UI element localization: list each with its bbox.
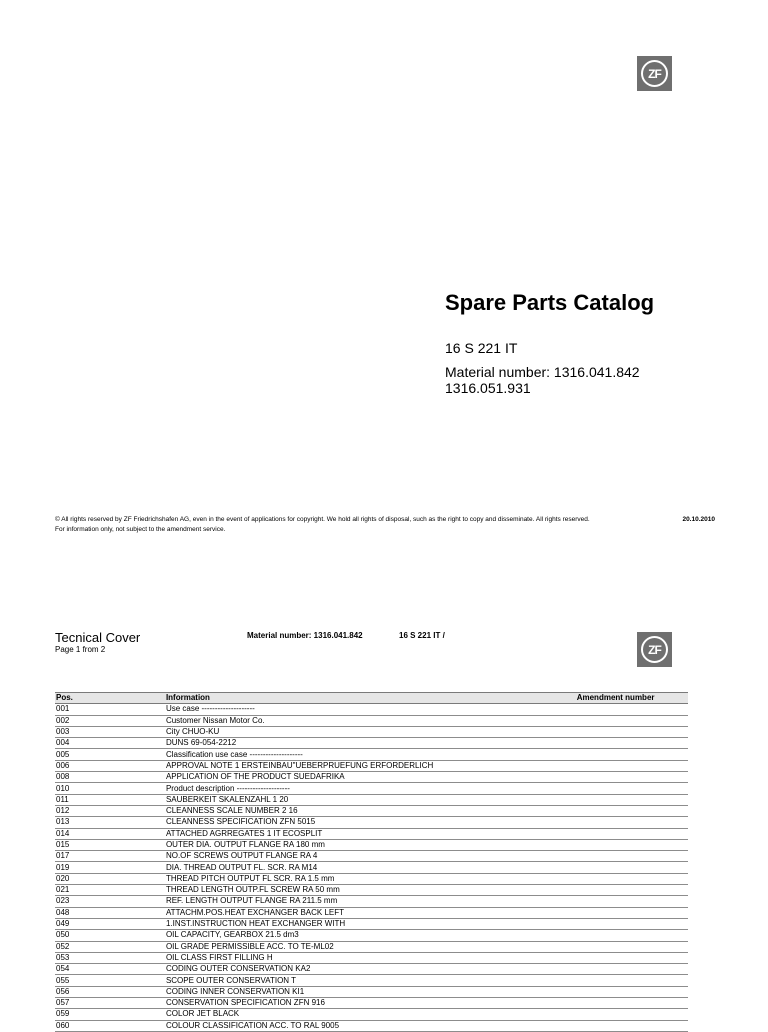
cell-information: CLEANNESS SPECIFICATION ZFN 5015 (165, 817, 576, 828)
table-header-row (55, 693, 688, 704)
zf-logo-top (637, 56, 672, 91)
cell-information: ATTACHED AGRREGATES 1 IT ECOSPLIT (165, 828, 576, 839)
table-row (55, 783, 688, 794)
header-amendment: Amendment number (576, 693, 688, 704)
cell-pos: 048 (55, 907, 165, 918)
cell-information: OIL CAPACITY, GEARBOX 21.5 dm3 (165, 930, 576, 941)
table-row (55, 941, 688, 952)
table-row (55, 1009, 688, 1020)
cell-information: OUTER DIA. OUTPUT FLANGE RA 180 mm (165, 839, 576, 850)
cell-pos: 055 (55, 975, 165, 986)
cell-amendment (576, 952, 688, 963)
cell-pos: 012 (55, 805, 165, 816)
page-indicator: Page 1 from 2 (55, 645, 106, 654)
cell-pos: 006 (55, 760, 165, 771)
table-body (55, 704, 688, 1032)
header-material-number: Material number: 1316.041.842 (247, 631, 363, 640)
cell-pos: 005 (55, 749, 165, 760)
cell-information: NO.OF SCREWS OUTPUT FLANGE RA 4 (165, 851, 576, 862)
material-number-block (445, 364, 640, 396)
cell-pos: 050 (55, 930, 165, 941)
cell-information: COLOR JET BLACK (165, 1009, 576, 1020)
table-row (55, 772, 688, 783)
cell-pos: 019 (55, 862, 165, 873)
cell-pos: 011 (55, 794, 165, 805)
cell-amendment (576, 918, 688, 929)
cell-amendment (576, 760, 688, 771)
cell-pos: 003 (55, 726, 165, 737)
table-row (55, 704, 688, 715)
cell-amendment (576, 749, 688, 760)
table-row (55, 907, 688, 918)
cell-amendment (576, 975, 688, 986)
cell-pos: 015 (55, 839, 165, 850)
cell-information: DUNS 69-054-2212 (165, 738, 576, 749)
cell-information: CODING INNER CONSERVATION KI1 (165, 986, 576, 997)
table-row (55, 975, 688, 986)
cell-information: Use case -------------------- (165, 704, 576, 715)
header-information: Information (165, 693, 576, 704)
cell-amendment (576, 738, 688, 749)
table-row (55, 885, 688, 896)
catalog-title: Spare Parts Catalog (445, 290, 655, 315)
table-row (55, 839, 688, 850)
cell-amendment (576, 964, 688, 975)
cell-amendment (576, 941, 688, 952)
cell-amendment (576, 930, 688, 941)
catalog-date: 20.10.2010 (682, 516, 715, 523)
cell-amendment (576, 805, 688, 816)
cell-pos: 017 (55, 851, 165, 862)
zf-logo-bottom (637, 632, 672, 667)
cell-amendment (576, 907, 688, 918)
cell-information: City CHUO-KU (165, 726, 576, 737)
table-row (55, 817, 688, 828)
cell-amendment (576, 839, 688, 850)
cell-amendment (576, 772, 688, 783)
cell-pos: 054 (55, 964, 165, 975)
cell-information: THREAD LENGTH OUTP.FL SCREW RA 50 mm (165, 885, 576, 896)
cell-amendment (576, 998, 688, 1009)
cell-amendment (576, 817, 688, 828)
table-row (55, 998, 688, 1009)
table-row (55, 851, 688, 862)
table-row (55, 749, 688, 760)
table-row (55, 918, 688, 929)
cell-information: ATTACHM.POS.HEAT EXCHANGER BACK LEFT (165, 907, 576, 918)
cell-pos: 021 (55, 885, 165, 896)
cell-pos: 020 (55, 873, 165, 884)
cell-information: CODING OUTER CONSERVATION KA2 (165, 964, 576, 975)
table-row (55, 873, 688, 884)
cell-amendment (576, 1020, 688, 1031)
cell-pos: 014 (55, 828, 165, 839)
table-row (55, 715, 688, 726)
cell-pos: 013 (55, 817, 165, 828)
cell-pos: 057 (55, 998, 165, 1009)
cell-amendment (576, 885, 688, 896)
cell-amendment (576, 794, 688, 805)
cell-information: Product description -------------------- (165, 783, 576, 794)
cell-pos: 060 (55, 1020, 165, 1031)
zf-logo-icon: ZF (641, 636, 668, 663)
cell-information: CLEANNESS SCALE NUMBER 2 16 (165, 805, 576, 816)
cell-information: Customer Nissan Motor Co. (165, 715, 576, 726)
cell-pos: 008 (55, 772, 165, 783)
copyright-line-1: © All rights reserved by ZF Friedrichshafen AG, even in the event of applications for copyright. We hold all rights of disposal, such as the right to copy and disseminate. All rights reserved. (55, 516, 590, 523)
header-product-type: 16 S 221 IT / (399, 631, 445, 640)
cell-amendment (576, 986, 688, 997)
cell-information: OIL GRADE PERMISSIBLE ACC. TO TE-ML02 (165, 941, 576, 952)
cell-pos: 059 (55, 1009, 165, 1020)
table-row (55, 862, 688, 873)
technical-info-table (55, 692, 688, 1032)
table-row (55, 828, 688, 839)
table-row (55, 930, 688, 941)
cell-pos: 049 (55, 918, 165, 929)
cell-amendment (576, 783, 688, 794)
table-row (55, 952, 688, 963)
material-number: Material number: 1316.041.842 (445, 364, 640, 380)
table-row (55, 794, 688, 805)
cell-information: OIL CLASS FIRST FILLING H (165, 952, 576, 963)
cell-information: DIA. THREAD OUTPUT FL. SCR. RA M14 (165, 862, 576, 873)
cell-information: CONSERVATION SPECIFICATION ZFN 916 (165, 998, 576, 1009)
table-row (55, 1020, 688, 1031)
cell-pos: 056 (55, 986, 165, 997)
cell-information: REF. LENGTH OUTPUT FLANGE RA 211.5 mm (165, 896, 576, 907)
cell-pos: 001 (55, 704, 165, 715)
cell-information: Classification use case -------------------- (165, 749, 576, 760)
cell-information: APPLICATION OF THE PRODUCT SUEDAFRIKA (165, 772, 576, 783)
table-row (55, 896, 688, 907)
table-row (55, 726, 688, 737)
cell-amendment (576, 1009, 688, 1020)
cell-pos: 052 (55, 941, 165, 952)
cell-amendment (576, 715, 688, 726)
product-type: 16 S 221 IT (445, 340, 518, 356)
table-row (55, 805, 688, 816)
cell-amendment (576, 862, 688, 873)
cell-pos: 004 (55, 738, 165, 749)
material-number-2: 1316.051.931 (445, 380, 531, 396)
cell-pos: 010 (55, 783, 165, 794)
cell-information: SAUBERKEIT SKALENZAHL 1 20 (165, 794, 576, 805)
cell-amendment (576, 704, 688, 715)
cell-information: COLOUR CLASSIFICATION ACC. TO RAL 9005 (165, 1020, 576, 1031)
cell-amendment (576, 828, 688, 839)
cell-information: THREAD PITCH OUTPUT FL SCR. RA 1.5 mm (165, 873, 576, 884)
cell-amendment (576, 873, 688, 884)
cell-information: APPROVAL NOTE 1 ERSTEINBAU"UEBERPRUEFUNG ERFORDERLICH (165, 760, 576, 771)
table-row (55, 986, 688, 997)
cell-pos: 023 (55, 896, 165, 907)
copyright-notice (55, 515, 715, 535)
zf-logo-icon: ZF (641, 60, 668, 87)
table-row (55, 738, 688, 749)
technical-cover-title: Tecnical Cover (55, 630, 141, 645)
cell-pos: 002 (55, 715, 165, 726)
cell-information: 1.INST.INSTRUCTION HEAT EXCHANGER WITH (165, 918, 576, 929)
table-row (55, 760, 688, 771)
copyright-line-2: For information only, not subject to the amendment service. (55, 526, 226, 533)
cell-amendment (576, 851, 688, 862)
table-row (55, 964, 688, 975)
cell-amendment (576, 896, 688, 907)
cell-information: SCOPE OUTER CONSERVATION T (165, 975, 576, 986)
cell-pos: 053 (55, 952, 165, 963)
header-pos: Pos. (55, 693, 165, 704)
cell-amendment (576, 726, 688, 737)
